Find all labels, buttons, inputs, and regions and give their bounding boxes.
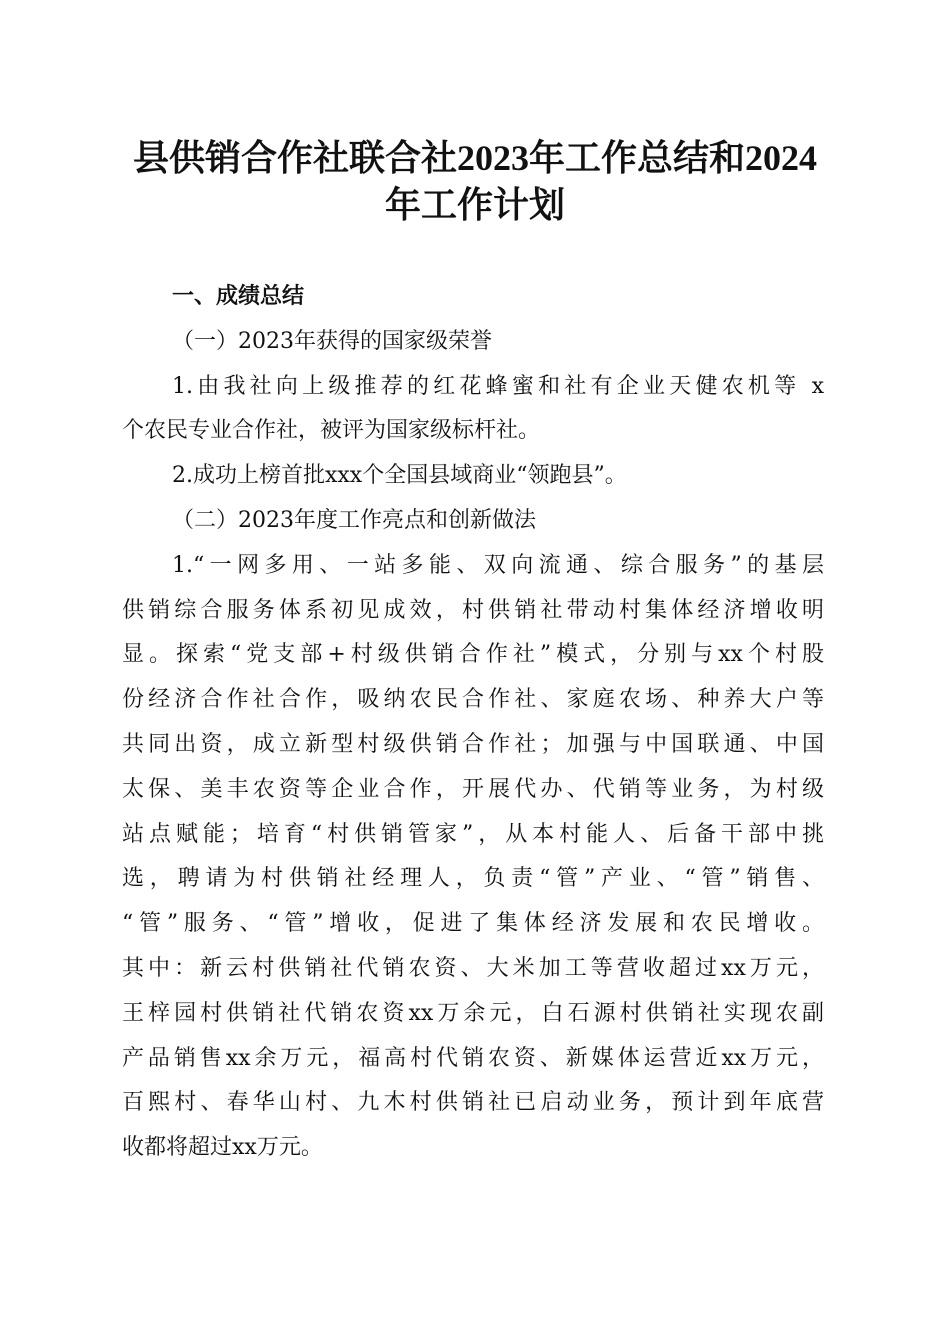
text-line: 供销综合服务体系初见成效，村供销社带动村集体经济增收明 [122,597,824,623]
text-line: 选，聘请为村供销社经理人，负责“管”产业、“管”销售、 [122,866,824,892]
text-line: 2.成功上榜首批xxx个全国县域商业“领跑县”。 [172,463,627,489]
text-line: 王梓园村供销社代销农资xx万余元，白石源村供销社实现农副 [122,1000,824,1026]
subsection-heading: （二）2023年度工作亮点和创新做法 [172,507,536,533]
text-line: 1.“一网多用、一站多能、双向流通、综合服务”的基层 [172,552,824,578]
subsection-heading: （一）2023年获得的国家级荣誉 [172,328,492,354]
document-body [122,275,824,1171]
paragraph-item1 [122,365,824,455]
text-line: 显。探索“党支部+村级供销合作社”模式，分别与xx个村股 [122,642,824,668]
text-line: 站点赋能；培育“村供销管家”，从本村能人、后备干部中挑 [122,821,824,847]
text-line: 共同出资，成立新型村级供销合作社；加强与中国联通、中国 [122,731,824,757]
text-line: 1.由我社向上级推荐的红花蜂蜜和社有企业天健农机等 x [172,373,824,399]
section-heading: 一、成绩总结 [172,284,305,309]
text-line: 百熙村、春华山村、九木村供销社已启动业务，预计到年底营 [122,1090,824,1116]
text-line: 份经济合作社合作，吸纳农民合作社、家庭农场、种养大户等 [122,687,824,713]
text-line: 产品销售xx余万元，福高村代销农资、新媒体运营近xx万元， [122,1045,824,1071]
document-title-line1: 县供销合作社联合社2023年工作总结和2024 [132,138,817,178]
text-line: 太保、美丰农资等企业合作，开展代办、代销等业务，为村级 [122,776,824,802]
paragraph-item2 [122,454,824,499]
text-line: 收都将超过xx万元。 [122,1135,323,1161]
text-line: 其中：新云村供销社代销农资、大米加工等营收超过xx万元， [122,955,824,981]
paragraph-highlights [122,544,824,1171]
text-line: 个农民专业合作社，被评为国家级标杆社。 [122,418,541,444]
text-line: “管”服务、“管”增收，促进了集体经济发展和农民增收。 [122,911,824,937]
document-title-line2: 年工作计划 [384,185,565,225]
